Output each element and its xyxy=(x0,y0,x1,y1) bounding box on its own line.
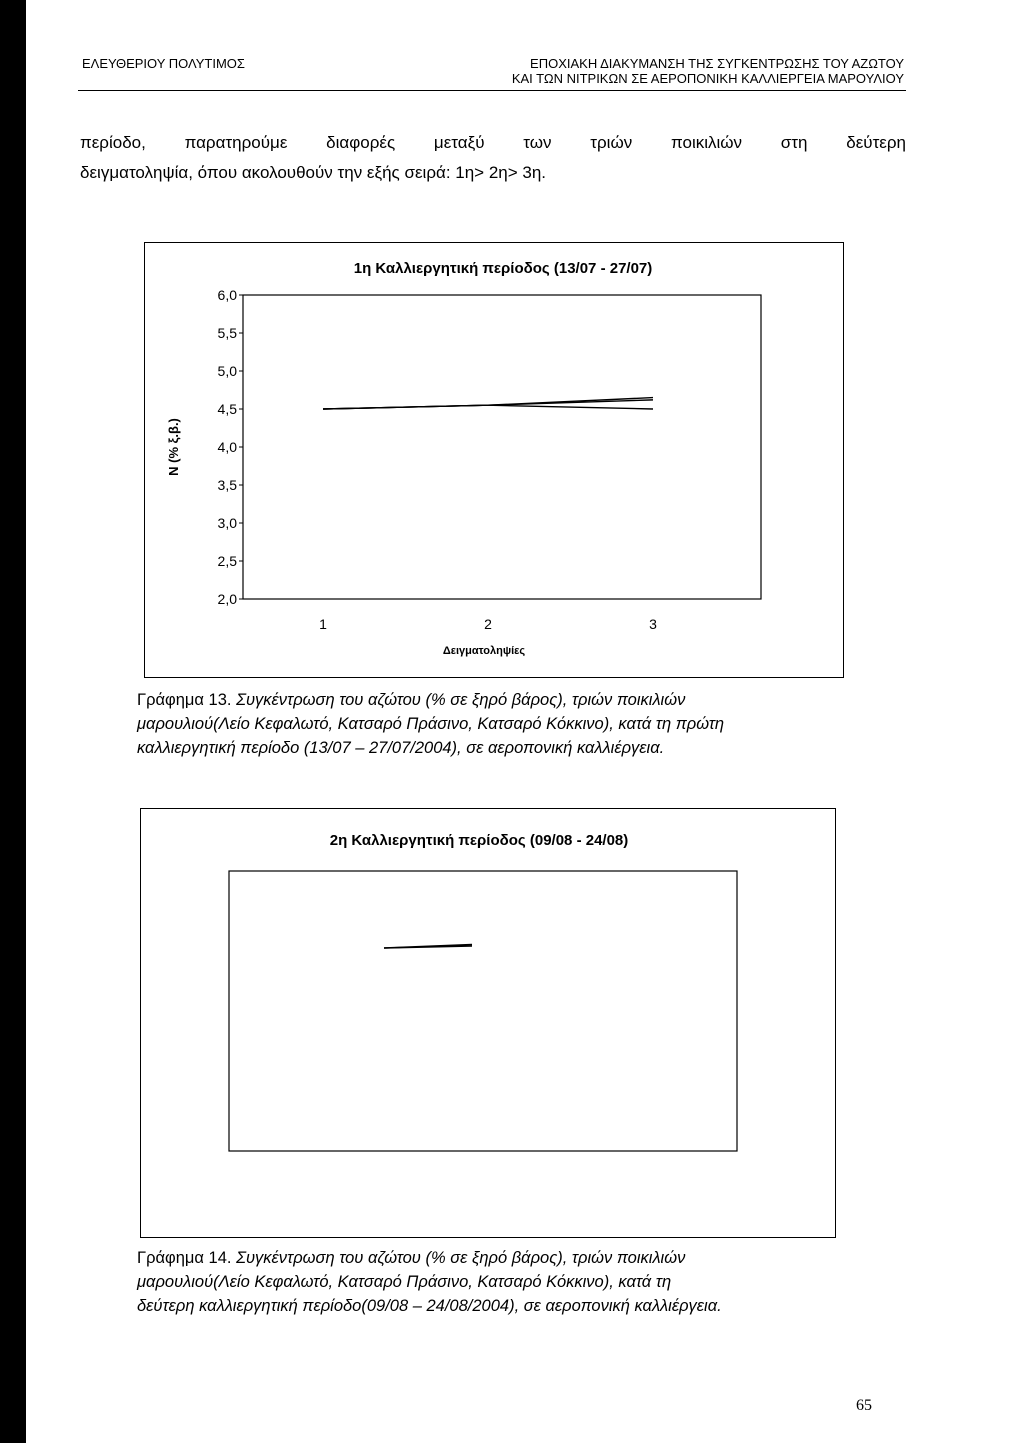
chart-1-title: 1η Καλλιεργητική περίοδος (13/07 - 27/07) xyxy=(353,260,653,277)
chart-1-x-tick-label: 1 xyxy=(319,616,327,632)
document-page xyxy=(26,0,1024,1443)
chart-1-series-line xyxy=(323,405,653,409)
caption-fig13 xyxy=(137,688,837,760)
chart-1-y-tick-label: 6,0 xyxy=(217,287,237,303)
chart-1-y-tick-label: 4,5 xyxy=(217,401,237,417)
header-title-line1: ΕΠΟΧΙΑΚΗ ΔΙΑΚΥΜΑΝΣΗ ΤΗΣ ΣΥΓΚΕΝΤΡΩΣΗΣ ΤΟΥ ΑΖΩΤΟΥ xyxy=(530,56,904,71)
chart-1-y-tick-label: 5,0 xyxy=(217,363,237,379)
caption-fig13-label: Γράφημα 13. xyxy=(137,691,232,709)
chart-1-x-tick-label: 2 xyxy=(484,616,492,632)
chart-1-y-tick-label: 4,0 xyxy=(217,439,237,455)
caption-fig14-label: Γράφημα 14. xyxy=(137,1249,232,1267)
caption-fig13-line3: καλλιεργητική περίοδο (13/07 – 27/07/2004), σε αεροπονική καλλιέργεια. xyxy=(137,739,665,757)
chart-2-frame xyxy=(140,808,836,1238)
header-author: ΕΛΕΥΘΕΡΙΟΥ ΠΟΛΥΤΙΜΟΣ xyxy=(82,56,245,71)
chart-2-plot-area xyxy=(229,871,737,1151)
page-number: 65 xyxy=(856,1397,872,1414)
chart-1-frame xyxy=(144,242,844,678)
header-title xyxy=(512,56,904,86)
chart-1-plot-area xyxy=(243,295,761,599)
header-title-line2: ΚΑΙ ΤΩΝ ΝΙΤΡΙΚΩΝ ΣΕ ΑΕΡΟΠΟΝΙΚΗ ΚΑΛΛΙΕΡΓΕΙΑ ΜΑΡΟΥΛΙΟΥ xyxy=(511,71,904,86)
body-paragraph xyxy=(80,128,906,188)
chart-1-y-tick-label: 2,5 xyxy=(217,553,237,569)
chart-1-y-axis-label: N (% ξ.β.) xyxy=(166,418,181,476)
chart-1-x-tick-label: 3 xyxy=(649,616,657,632)
chart-1-y-tick-label: 5,5 xyxy=(217,325,237,341)
chart-2-series-line xyxy=(384,946,472,948)
chart-1-y-tick-label: 3,5 xyxy=(217,477,237,493)
header-divider xyxy=(78,90,906,91)
chart-2 xyxy=(141,809,835,1237)
chart-2-title: 2η Καλλιεργητική περίοδος (09/08 - 24/08) xyxy=(329,832,629,849)
chart-1 xyxy=(145,243,843,677)
caption-fig14-line2: μαρουλιού(Λείο Κεφαλωτό, Κατσαρό Πράσινο, Κατσαρό Κόκκινο), κατά τη xyxy=(137,1273,672,1291)
chart-1-y-tick-label: 2,0 xyxy=(217,591,237,607)
chart-1-y-tick-label: 3,0 xyxy=(217,515,237,531)
body-line-2: δειγματοληψία, όπου ακολουθούν την εξής σειρά: 1η> 2η> 3η. xyxy=(80,163,547,182)
caption-fig14-line3: δεύτερη καλλιεργητική περίοδο(09/08 – 24/08/2004), σε αεροπονική καλλιέργεια. xyxy=(137,1297,722,1315)
caption-fig13-line1: Συγκέντρωση του αζώτου (% σε ξηρό βάρος), τριών ποικιλιών xyxy=(236,691,686,709)
caption-fig14 xyxy=(137,1246,837,1318)
caption-fig13-line2: μαρουλιού(Λείο Κεφαλωτό, Κατσαρό Πράσινο, Κατσαρό Κόκκινο), κατά τη πρώτη xyxy=(137,715,725,733)
body-line-1: περίοδο, παρατηρούμε διαφορές μεταξύ των τριών ποικιλιών στη δεύτερη xyxy=(80,133,906,152)
chart-1-x-axis-label: Δειγματοληψίες xyxy=(442,645,526,657)
caption-fig14-line1: Συγκέντρωση του αζώτου (% σε ξηρό βάρος), τριών ποικιλιών xyxy=(236,1249,686,1267)
